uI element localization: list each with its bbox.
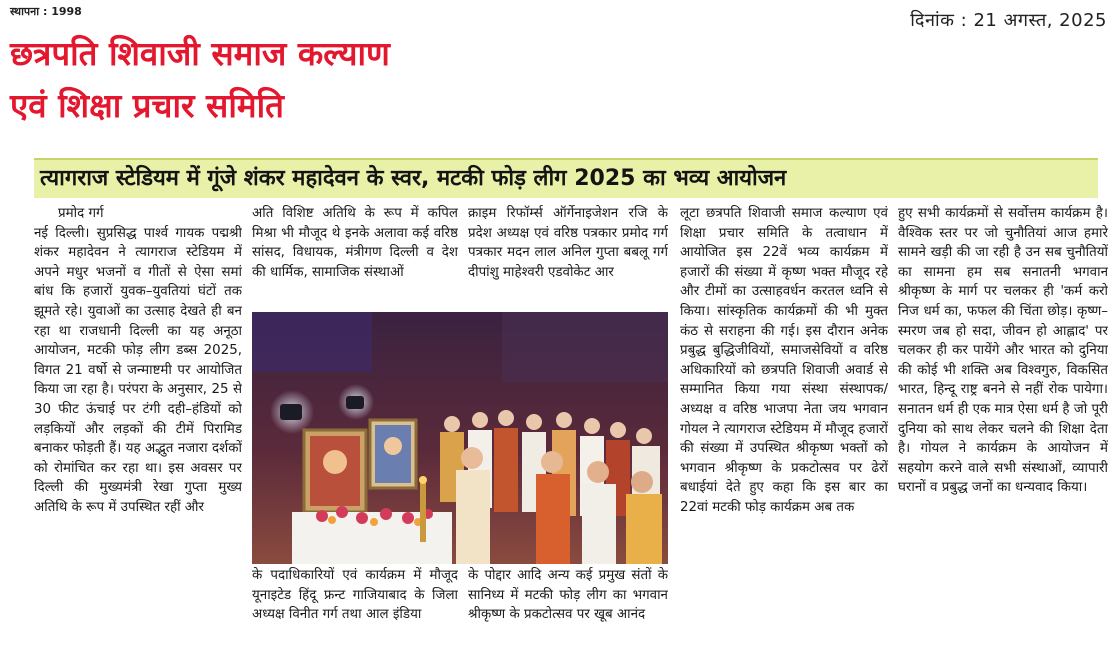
article-headline: त्यागराज स्टेडियम में गूंजे शंकर महादेवन के स्वर, मटकी फोड़ लीग 2025 का भव्य आयोजन [34, 158, 1098, 198]
article-column-3-bottom [468, 566, 668, 668]
org-name-line-2: एवं शिक्षा प्रचार समिति [10, 86, 284, 125]
article-column-5 [898, 204, 1108, 668]
event-photo-illustration [252, 312, 668, 564]
organization-name [10, 28, 390, 132]
article-column-4 [680, 204, 888, 668]
article-column-2-bottom [252, 566, 458, 668]
article-column-3-top [468, 204, 668, 308]
article-column-1 [34, 204, 242, 668]
column-3-bottom-text: के पोद्दार आदि अन्य कई प्रमुख संतों के सानिध्य में मटकी फोड़ लीग का भगवान श्रीकृष्ण के प्रकटोत्सव पर खूब आनंद [468, 568, 668, 623]
column-2-bottom-text: के पदाधिकारियों एवं कार्यक्रम में मौजूद यूनाइटेड हिंदू फ्रन्ट गाजियाबाद के जिला अध्यक्ष विनीत गर्ग तथा आल इंडिया [252, 568, 458, 623]
column-3-top-text: क्राइम रिफॉर्म्स ऑर्गेनाइजेशन रजि के प्रदेश अध्यक्ष एवं वरिष्ठ पत्रकार प्रमोद गर्ग पत्रकार मदन लाल अनिल गुप्ता बबलू गर्ग दीपांशु माहेश्वरी एडवोकेट आर [468, 206, 668, 280]
column-2-top-text: अति विशिष्ट अतिथि के रूप में कपिल मिश्रा भी मौजूद थे इनके अलावा कई वरिष्ठ सांसद, विधायक, मंत्रीगण दिल्ली व देश की धार्मिक, सामाजिक संस्थाओं [252, 206, 458, 280]
column-5-text: हुए सभी कार्यक्रमों से सर्वोत्तम कार्यक्रम है। वैश्विक स्तर पर जो चुनौतियां आज हमारे सामने खड़ी की जा रही है उन सब चुनौतियों का सामना हम सब सनातनी भगवान श्रीकृष्ण के मार्ग पर चलकर ही 'कर्म करो निज धर्म का, फफल की चिंता छोड़। कृष्ण–स्मरण जब हो सदा, जीवन हो आह्लाद' पर चलकर ही कर पायेंगे और भारत को दुनिया की कोई भी शक्ति अब विश्वगुरु, विकसित भारत, हिन्दू राष्ट्र बनने से नहीं रोक पायेगा। सनातन धर्म ही एक मात्र ऐसा धर्म है जो पूरी दुनिया को साथ लेकर चलने की शिक्षा देता है। गोयल ने कार्यक्रम के आयोजन में सहयोग करने वाले सभी संस्थाओं, व्यापारी घरानों व प्रबुद्ध जनों का धन्यवाद किया। [898, 206, 1108, 496]
column-1-text: नई दिल्ली। सुप्रसिद्ध पार्श्व गायक पद्मश्री शंकर महादेवन ने त्यागराज स्टेडियम में अपने मधुर भजनों व गीतों से ऐसा समां बांध कि हजारों युवक–युवतियां घंटों तक झूमते रहे। युवाओं का उत्साह देखते ही बन रहा था राजधानी दिल्ली का यह अनूठा आयोजन, मटकी फोड़ लीग डब्स 2025, विगत 21 वर्षो से जन्माष्टमी पर आयोजित किया जा रहा है। परंपरा के अनुसार, 25 से 30 फीट ऊंचाई पर टंगी दही–हंडियों को लड़कियों और लड़कों की टीमें पिरामिड बनाकर फोड़ती हैं। यह अद्भुत नजारा दर्शकों को रोमांचित कर रहा था। इस अवसर पर दिल्ली की मुख्यमंत्री रेखा गुप्ता मुख्य अतिथि के रूप में उपस्थित रहीं और [34, 225, 242, 515]
event-photo [252, 312, 668, 564]
byline: प्रमोद गर्ग [58, 206, 104, 221]
org-name-line-1: छत्रपति शिवाजी समाज कल्याण [10, 34, 390, 73]
column-4-text: लूटा छत्रपति शिवाजी समाज कल्याण एवं शिक्षा प्रचार समिति के तत्वाधान में आयोजित इस 22वें भव्य कार्यक्रम में हजारों की संख्या में कृष्ण भक्त मौजूद रहे और टीमों का उत्साहवर्धन करतल ध्वनि से किया। सांस्कृतिक कार्यक्रमों की भी मुक्त कंठ से सराहना की गई। इस दौरान अनेक प्रबुद्ध बुद्धिजीवियों, समाजसेवियों व वरिष्ठ अधिकारियों को छत्रपति शिवाजी अवार्ड से सम्मानित किया गया संस्था संस्थापक/अध्यक्ष व वरिष्ठ भाजपा नेता जय भगवान गोयल ने त्यागराज स्टेडियम में मौजूद हजारों की संख्या में उपस्थित श्रीकृष्ण भक्तों को भगवान श्रीकृष्ण के प्रकटोत्सव पर ढेरों बधाईयां देते हुए कहा कि इस बार का 22वां मटकी फोड़ कार्यक्रम अब तक [680, 206, 888, 515]
established-label: स्थापना : 1998 [10, 5, 82, 18]
article-column-2-top [252, 204, 458, 308]
date-label: दिनांक : 21 अगस्त, 2025 [910, 10, 1107, 31]
